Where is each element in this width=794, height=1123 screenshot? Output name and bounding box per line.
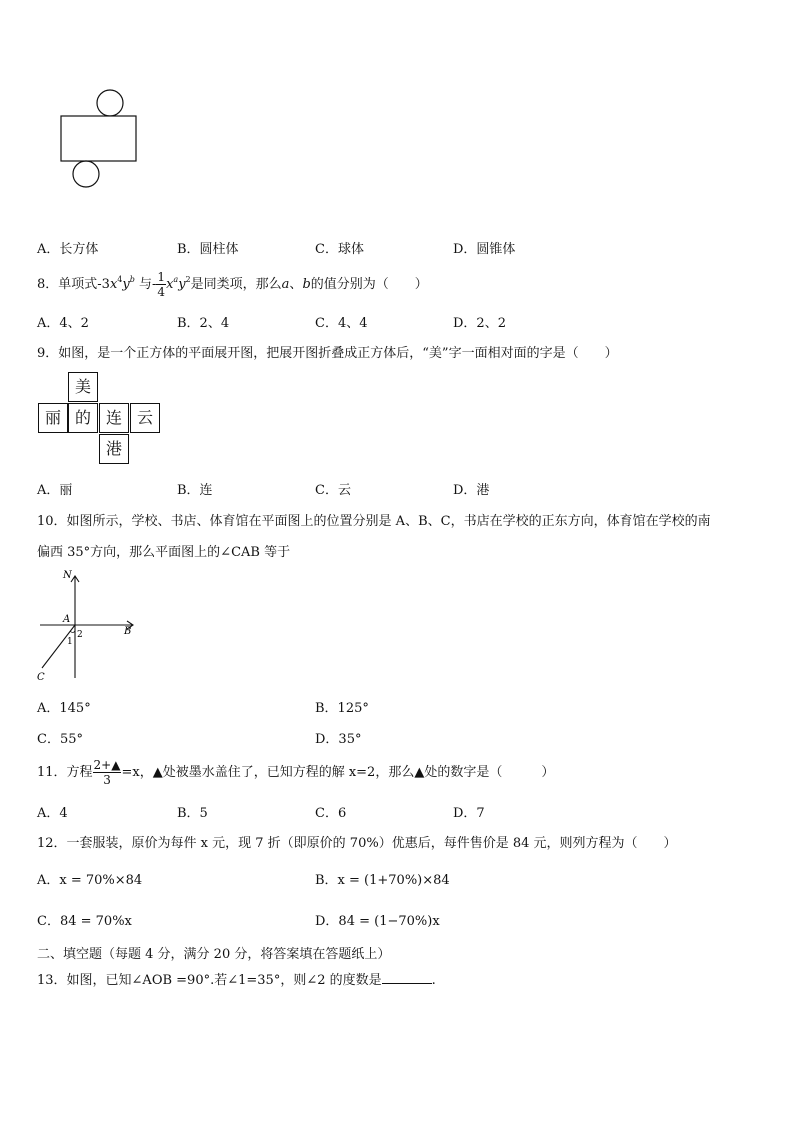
q8-exp-4: 4 — [117, 275, 123, 284]
net-cell-gang: 港 — [99, 434, 129, 464]
q8-x2: x — [166, 277, 174, 292]
q12-option-a: A．x = 70%×84 — [37, 873, 143, 888]
q12-option-c: C．84 = 70%x — [37, 914, 132, 929]
q8-option-b: B．2、4 — [177, 316, 230, 331]
q8-frac-den: 4 — [157, 285, 166, 299]
q11-frac-den: 3 — [103, 773, 111, 787]
q8-y2: y — [178, 277, 186, 292]
q8-exp-a: a — [173, 275, 179, 284]
q9-stem: 9．如图，是一个正方体的平面展开图，把展开图折叠成正方体后，“美”字一面相对面的字是（ ） — [37, 346, 618, 361]
bottom-circle — [73, 161, 99, 187]
net-cell-lian: 连 — [99, 403, 129, 433]
q11-stem — [37, 758, 554, 787]
q8-number: 8． — [37, 277, 59, 292]
q8-exp-2: 2 — [185, 275, 191, 284]
q7-figure — [55, 86, 145, 191]
q13-tail: . — [431, 973, 436, 988]
q8-tail: 的值分别为（ ） — [310, 277, 428, 292]
net-cell-li: 丽 — [38, 403, 68, 433]
q10-figure — [35, 568, 145, 683]
q8-x: x — [109, 277, 118, 292]
label-a: A — [63, 614, 71, 625]
q8-option-a: A．4、2 — [37, 316, 89, 331]
q8-a: a — [281, 277, 290, 292]
label-c: C — [37, 672, 45, 683]
q10-option-c: C．55° — [37, 732, 83, 747]
q9-cube-net — [38, 372, 163, 467]
q9-option-b: B．连 — [177, 483, 213, 498]
q11-option-d: D．7 — [453, 806, 485, 821]
q7-option-c: C．球体 — [315, 242, 364, 257]
q10-stem-line2: 偏西 35°方向，那么平面图上的∠CAB 等于 — [37, 545, 291, 560]
q8-fraction — [156, 270, 166, 299]
label-b: B — [124, 626, 132, 637]
top-circle — [97, 90, 123, 116]
q11-post: =x，▲处被墨水盖住了，已知方程的解 x=2，那么▲处的数字是（ ） — [121, 765, 555, 780]
center-rectangle — [61, 116, 136, 161]
q8-pre: 单项式-3 — [58, 277, 110, 292]
q8-y: y — [122, 277, 130, 292]
q7-option-b: B．圆柱体 — [177, 242, 239, 257]
q10-option-a: A．145° — [37, 701, 91, 716]
q7-option-a: A．长方体 — [37, 242, 99, 257]
q9-option-c: C．云 — [315, 483, 351, 498]
q13-text: 13．如图，已知∠AOB =90°.若∠1=35°，则∠2 的度数是 — [37, 973, 382, 988]
q11-frac-num: 2+▲ — [93, 758, 121, 772]
q8-option-d: D．2、2 — [453, 316, 506, 331]
q8-stem — [37, 270, 428, 299]
q10-stem-line1: 10．如图所示，学校、书店、体育馆在平面图上的位置分别是 A、B、C，书店在学校的正东方向，体育馆在学校的南 — [37, 514, 711, 529]
q12-option-d: D．84 = (1−70%)x — [315, 914, 440, 929]
q7-option-d: D．圆锥体 — [453, 242, 516, 257]
net-cell-de: 的 — [68, 403, 98, 433]
answer-blank[interactable] — [382, 983, 432, 984]
net-cell-mei: 美 — [68, 372, 98, 402]
section-2-title: 二、填空题（每题 4 分，满分 20 分，将答案填在答题纸上） — [37, 947, 391, 962]
net-cell-yun: 云 — [130, 403, 160, 433]
q11-fraction — [93, 758, 122, 787]
angle-arc — [70, 631, 75, 633]
q8-post: 是同类项，那么 — [190, 277, 282, 292]
q11-number: 11．方程 — [37, 765, 93, 780]
q8-mid: 与- — [139, 277, 157, 292]
q13-stem — [37, 969, 436, 988]
q10-option-d: D．35° — [315, 732, 362, 747]
q11-option-b: B．5 — [177, 806, 208, 821]
label-n: N — [63, 570, 72, 581]
q11-option-c: C．6 — [315, 806, 347, 821]
q8-frac-num: 1 — [157, 270, 166, 284]
q12-stem: 12．一套服装，原价为每件 x 元，现 7 折（即原价的 70%）优惠后，每件售价是 84 元，则列方程为（ ） — [37, 836, 677, 851]
q12-option-b: B．x = (1+70%)×84 — [315, 873, 450, 888]
q11-option-a: A．4 — [37, 806, 68, 821]
q8-exp-b: b — [129, 275, 135, 284]
q8-sep: 、 — [289, 277, 303, 292]
label-1: 1 — [67, 637, 73, 647]
label-2: 2 — [77, 630, 83, 640]
q8-option-c: C．4、4 — [315, 316, 368, 331]
q9-option-d: D．港 — [453, 483, 490, 498]
q8-b: b — [302, 277, 311, 292]
q9-option-a: A．丽 — [37, 483, 73, 498]
q10-option-b: B．125° — [315, 701, 369, 716]
